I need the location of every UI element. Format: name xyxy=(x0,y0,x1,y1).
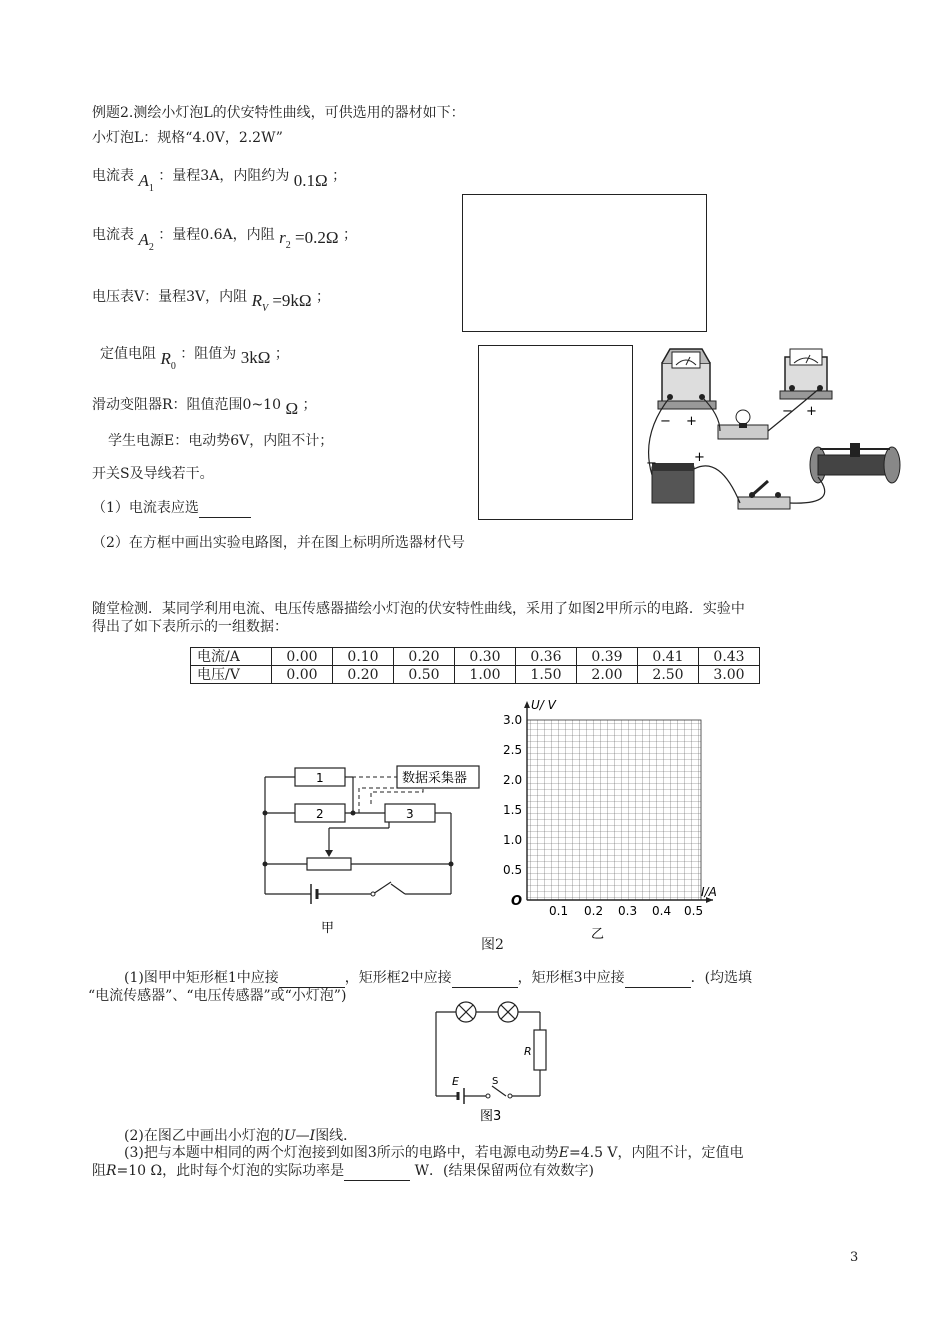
page-number: 3 xyxy=(850,1250,859,1265)
y-tick-labels xyxy=(503,713,522,877)
svg-text:−: − xyxy=(660,414,671,429)
voltmeter-icon xyxy=(780,349,832,419)
check-intro-2: 得出了如下表所示的一组数据： xyxy=(92,619,288,635)
data-table xyxy=(190,647,760,684)
table-row: 电流/A 0.00 0.10 0.20 0.30 0.36 0.39 0.41 0.43 xyxy=(191,648,760,666)
ammeter-a1-line: 电流表 $A_1$ ：量程3A，内阻约为 0.1Ω ； xyxy=(92,168,347,194)
box-2-label: 2 xyxy=(316,807,324,821)
two-bulb-circuit xyxy=(430,1000,560,1126)
power-source-line: 学生电源E：电动势6V，内阻不计； xyxy=(108,433,334,449)
table-row: 电压/V 0.00 0.20 0.50 1.00 1.50 2.00 2.50 3.00 xyxy=(191,666,760,684)
battery-icon xyxy=(646,450,705,503)
svg-text:+: + xyxy=(806,404,817,419)
fig3-s-label: S xyxy=(492,1076,499,1087)
box-1-label: 1 xyxy=(316,771,324,785)
voltmeter-line: 电压表V：量程3V，内阻 $R_V =9k\Omega$ ； xyxy=(92,289,331,314)
x-tick-labels xyxy=(549,904,703,918)
question-1: （1）电流表应选 xyxy=(92,498,251,518)
check-intro-1: 随堂检测．某同学利用电流、电压传感器描绘小灯泡的伏安特性曲线，采用了如图2甲所示的电路．实验中 xyxy=(92,601,745,617)
answer-blank-box2[interactable] xyxy=(452,987,518,988)
svg-text:1.5: 1.5 xyxy=(503,803,523,817)
check-question-3: (3)把与本题中相同的两个灯泡接到如图3所示的电路中，若电源电动势E=4.5 V，内阻不计，定值电 xyxy=(124,1145,744,1161)
svg-text:3.0: 3.0 xyxy=(503,713,523,727)
svg-text:0.4: 0.4 xyxy=(652,904,672,918)
graph-grid xyxy=(527,720,701,900)
svg-text:0.2: 0.2 xyxy=(584,904,604,918)
svg-text:−: − xyxy=(782,404,793,419)
svg-text:−: − xyxy=(646,456,657,471)
check-question-2: (2)在图乙中画出小灯泡的U—I图线． xyxy=(124,1128,358,1144)
circuit-answer-box-2[interactable] xyxy=(478,345,633,520)
svg-text:2.5: 2.5 xyxy=(503,743,523,757)
answer-blank-power[interactable] xyxy=(344,1180,410,1181)
example-title: 例题2.测绘小灯泡L的伏安特性曲线，可供选用的器材如下： xyxy=(92,105,465,121)
question-2: （2）在方框中画出实验电路图，并在图上标明所选器材代号 xyxy=(92,535,465,551)
switch-line: 开关S及导线若干。 xyxy=(92,466,214,482)
svg-text:0.3: 0.3 xyxy=(618,904,638,918)
sensor-circuit-diagram xyxy=(255,762,485,942)
check-question-3-line2: 阻R=10 Ω，此时每个灯泡的实际功率是 W．(结果保留两位有效数字) xyxy=(92,1163,594,1179)
fig3-e-label: E xyxy=(452,1075,459,1088)
svg-text:0.1: 0.1 xyxy=(549,904,569,918)
box-3-label: 3 xyxy=(406,807,414,821)
y-axis-label: U/ V xyxy=(531,698,556,712)
fig3-caption: 图3 xyxy=(480,1109,502,1124)
bulb-icon xyxy=(718,410,768,439)
fig2-caption: 图2 xyxy=(481,937,504,953)
svg-text:1.0: 1.0 xyxy=(503,833,523,847)
svg-text:0.5: 0.5 xyxy=(684,904,704,918)
svg-text:+: + xyxy=(686,414,697,429)
rheostat-icon xyxy=(810,443,900,483)
svg-text:0.5: 0.5 xyxy=(503,863,523,877)
answer-blank-box3[interactable] xyxy=(625,987,691,988)
check-question-1-line2: “电流传感器”、“电压传感器”或“小灯泡”) xyxy=(88,988,347,1004)
check-question-1: (1)图甲中矩形框1中应接 ，矩形框2中应接 ，矩形框3中应接 ．(均选填 xyxy=(124,970,753,986)
ammeter-icon xyxy=(658,349,716,429)
data-collector-label: 数据采集器 xyxy=(402,771,468,786)
equipment-illustration xyxy=(640,345,910,525)
x-axis-label: I/A xyxy=(701,885,717,899)
origin-label: O xyxy=(511,894,523,909)
fig3-r-label: R xyxy=(524,1045,532,1058)
fig-a-caption: 甲 xyxy=(321,921,335,936)
circuit-answer-box[interactable] xyxy=(462,194,707,332)
resistor-r-icon xyxy=(534,1030,546,1070)
answer-blank[interactable] xyxy=(199,517,251,518)
ammeter-a2-line: 电流表 $A_2$ ：量程0.6A，内阻 $r_2 =0.2\Omega$ ； xyxy=(92,227,357,253)
switch-icon xyxy=(738,481,790,509)
ui-graph xyxy=(495,693,725,943)
resistor-r0-line: 定值电阻 $R_0$ ：阻值为 3kΩ ； xyxy=(100,346,289,372)
svg-text:+: + xyxy=(694,450,705,465)
svg-text:2.0: 2.0 xyxy=(503,773,523,787)
bulb-spec: 小灯泡L：规格“4.0V，2.2W” xyxy=(92,130,283,146)
fig-b-caption: 乙 xyxy=(591,927,605,942)
rheostat-line: 滑动变阻器R：阻值范围0~10 Ω ； xyxy=(92,397,317,418)
